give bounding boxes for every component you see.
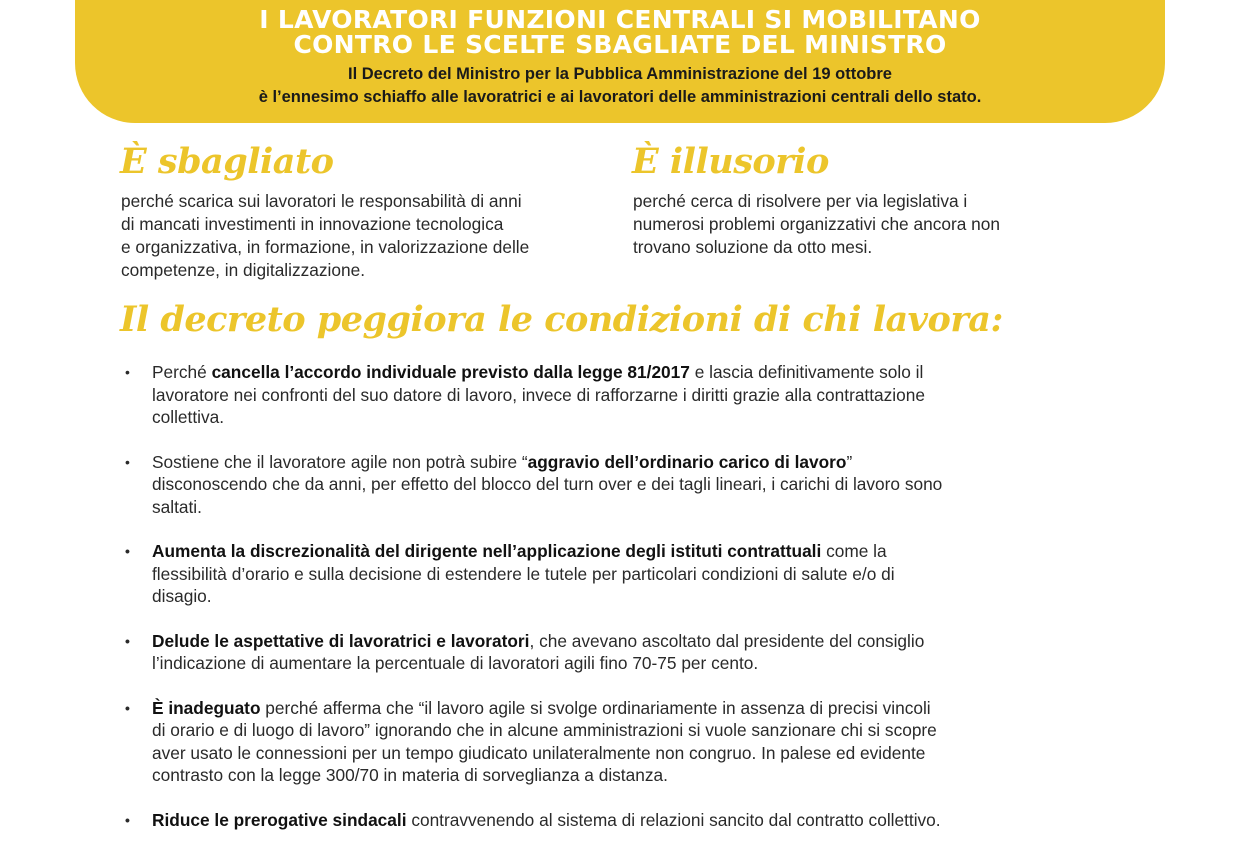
header-banner [75,0,1165,123]
bullet-item [125,630,1125,675]
bullet-item [125,540,1125,608]
bullet-dot-icon: • [125,364,130,380]
bullet-dot-icon: • [125,632,130,649]
bullet-line: l’indicazione di aumentare la percentuale di lavoratori agili fino 70-75 per cento. [152,653,759,673]
left-line: competenze, in digitalizzazione. [121,260,365,280]
right-heading: È illusorio [632,141,829,182]
section-heading: Il decreto peggiora le condizioni di chi lavora: [120,299,1003,340]
bullet-text: ” [846,451,853,472]
banner-subtitle-line-2: è l’ennesimo schiaffo alle lavoratrici e ai lavoratori delle amministrazioni centrali dello stato. [258,88,982,106]
bullet-dot-icon: • [125,811,130,828]
left-paragraph [121,190,529,282]
bullet-text: contravvenendo al sistema di relazioni sancito dal contratto collettivo. [406,809,941,830]
bullet-bold-text: Aumenta la discrezionalità del dirigente nell’applicazione degli istituti contrattuali [152,541,822,561]
bullet-first-line [152,361,1125,384]
bullet-line: saltati. [152,496,202,517]
banner-subtitle-line-1: Il Decreto del Ministro per la Pubblica Amministrazione del 19 ottobre [347,65,892,83]
bullet-bold-text: Delude le aspettative di lavoratrici e lavoratori [152,630,530,651]
bullet-line: contrasto con la legge 300/70 in materia di sorveglianza a distanza. [152,765,668,785]
bullet-line: disagio. [152,586,212,606]
bullet-bold-text: Riduce le prerogative sindacali [152,809,407,830]
bullet-text: , che avevano ascoltato dal presidente del consiglio [529,630,925,651]
bullet-list [125,361,1125,831]
bullet-bold-text: cancella l’accordo individuale previsto dalla legge 81/2017 [211,362,690,382]
bullet-dot-icon: • [125,699,130,716]
bullet-first-line [152,697,1125,720]
bullet-bold-text: È inadeguato [152,697,261,718]
bullet-first-line [152,540,1125,563]
left-heading: È sbagliato [120,141,334,182]
left-line: di mancati investimenti in innovazione tecnologica [121,214,504,234]
bullet-text: e lascia definitivamente solo il [689,362,924,382]
bullet-line: lavoratore nei confronti del suo datore di lavoro, invece di rafforzarne i diritti grazie alla contrattazione [152,384,925,405]
bullet-line: disconoscendo che da anni, per effetto del blocco del turn over e dei tagli lineari, i carichi di lavoro sono [152,474,943,494]
banner-title-line-2: CONTRO LE SCELTE SBAGLIATE DEL MINISTRO [293,30,947,59]
right-line: perché cerca di risolvere per via legislativa i [633,191,968,211]
bullet-first-line [152,809,1125,832]
bullet-text: Perché [152,362,212,382]
bullet-item [125,451,1125,519]
bullet-first-line [152,630,1125,653]
bullet-text: Sostiene che il lavoratore agile non potrà subire “ [152,451,528,472]
right-paragraph [633,190,1000,259]
bullet-item [125,697,1125,787]
bullet-line: aver usato le connessioni per un tempo giudicato unilateralmente non congruo. In palese ed evidente [152,742,926,763]
bullet-first-line [152,451,1125,474]
bullet-line: di orario e di luogo di lavoro” ignorando che in alcune amministrazioni si vuole sanzionare chi si scopre [152,720,937,740]
bullet-text: perché afferma che “il lavoro agile si svolge ordinariamente in assenza di precisi vincoli [260,697,931,718]
bullet-item [125,361,1125,429]
bullet-bold-text: aggravio dell’ordinario carico di lavoro [527,451,847,472]
bullet-line: flessibilità d’orario e sulla decisione di estendere le tutele per particolari condizioni di salute e/o di [152,563,895,584]
bullet-line: collettiva. [152,407,225,427]
bullet-dot-icon: • [125,543,130,559]
banner-title-line-1: I LAVORATORI FUNZIONI CENTRALI SI MOBILITANO [259,5,981,34]
bullet-item [125,809,1125,832]
right-line: trovano soluzione da otto mesi. [633,237,873,257]
left-line: e organizzativa, in formazione, in valorizzazione delle [121,237,530,257]
bullet-dot-icon: • [125,453,130,470]
left-line: perché scarica sui lavoratori le responsabilità di anni [121,191,522,211]
bullet-text: come la [821,541,887,561]
right-line: numerosi problemi organizzativi che ancora non [633,214,1000,234]
